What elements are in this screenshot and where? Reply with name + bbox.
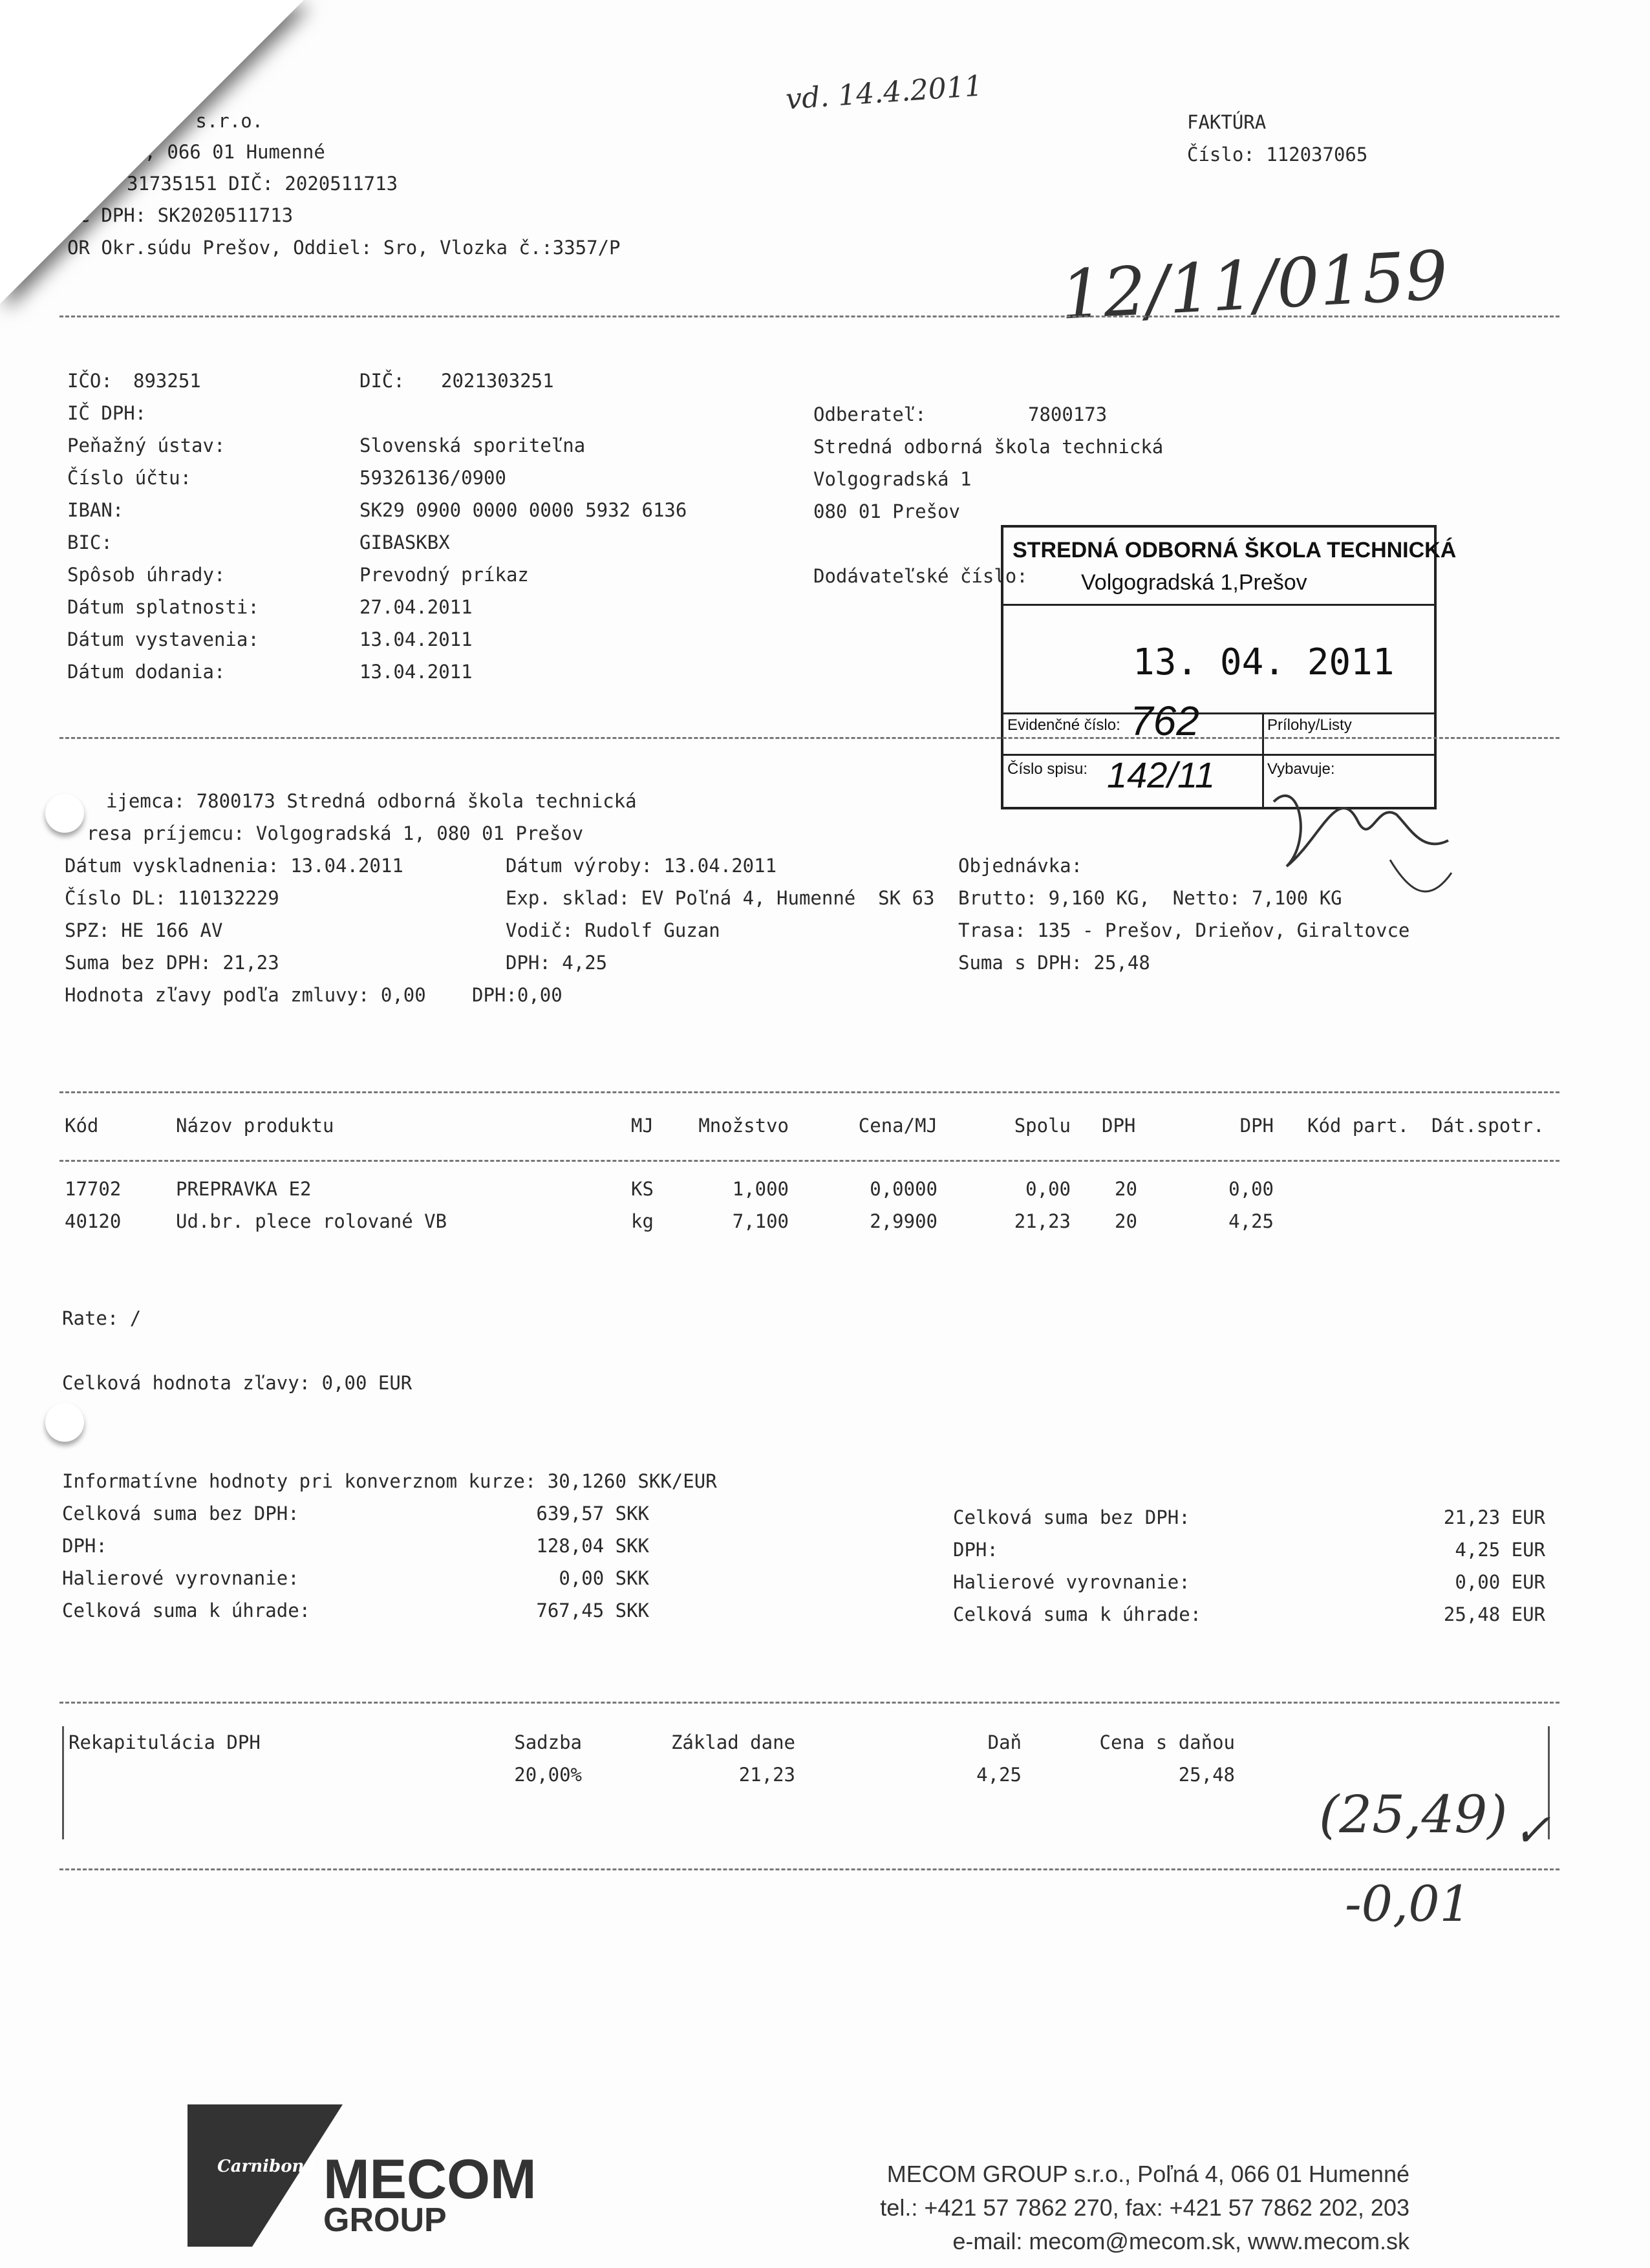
vehicle-plate: SPZ: HE 166 AV bbox=[65, 919, 223, 941]
eur-rounding-label: Halierové vyrovnanie: bbox=[953, 1571, 1190, 1593]
delivery-sum-no-vat: Suma bez DPH: 21,23 bbox=[65, 952, 279, 974]
separator bbox=[59, 1702, 1559, 1704]
recap-header-gross: Cena s daňou bbox=[1099, 1731, 1235, 1753]
col-header-vat-rate: DPH bbox=[1102, 1115, 1136, 1137]
customer-city: 080 01 Prešov bbox=[813, 500, 960, 522]
discount-vat: DPH:0,00 bbox=[472, 984, 562, 1006]
footer-email: e-mail: mecom@mecom.sk, www.mecom.sk bbox=[952, 2228, 1409, 2254]
separator bbox=[59, 316, 1559, 317]
row-vat: 4,25 bbox=[1228, 1210, 1274, 1232]
eur-net-value: 21,23 EUR bbox=[1443, 1506, 1545, 1528]
iban-value: SK29 0900 0000 0000 5932 6136 bbox=[359, 499, 687, 521]
recap-header-rate: Sadzba bbox=[514, 1731, 582, 1753]
row-unit-price: 2,9900 bbox=[870, 1210, 938, 1232]
customer-label: Odberateľ: bbox=[813, 403, 927, 425]
rate-line: Rate: / bbox=[62, 1307, 142, 1329]
warehouse: Exp. sklad: EV Poľná 4, Humenné SK 63 bbox=[506, 887, 935, 909]
recap-header-tax: Daň bbox=[987, 1731, 1022, 1753]
skk-total-value: 767,45 SKK bbox=[536, 1599, 649, 1621]
skk-rounding-value: 0,00 SKK bbox=[559, 1567, 649, 1589]
ico-value: 893251 bbox=[133, 370, 201, 392]
row-code: 17702 bbox=[65, 1178, 122, 1200]
supplier-icdph: IČ DPH: SK2020511713 bbox=[67, 204, 294, 226]
stamp-handler-label: Vybavuje: bbox=[1267, 760, 1335, 778]
col-header-unit-price: Cena/MJ bbox=[858, 1115, 938, 1137]
stamp-divider bbox=[1003, 754, 1434, 756]
dic-label: DIČ: bbox=[359, 370, 405, 392]
recap-border bbox=[62, 1726, 64, 1839]
stamp-evidence-label: Evidenčné číslo: bbox=[1007, 716, 1120, 734]
row-unit: kg bbox=[631, 1210, 654, 1232]
row-total: 0,00 bbox=[1025, 1178, 1071, 1200]
logo-carnibona: Carnibona bbox=[217, 2157, 316, 2176]
stamp-file-label: Číslo spisu: bbox=[1007, 760, 1088, 778]
invoice-number: Číslo: 112037065 bbox=[1187, 144, 1368, 166]
order: Objednávka: bbox=[958, 855, 1083, 877]
stamp-evidence-value: 762 bbox=[1130, 698, 1199, 744]
delivery-date-label: Dátum dodania: bbox=[67, 661, 226, 683]
handwritten-registry-number: 12/11/0159 bbox=[1058, 235, 1450, 335]
contract-discount: Hodnota zľavy podľa zmluvy: 0,00 bbox=[65, 984, 426, 1006]
handwritten-check-mark: ✓ bbox=[1513, 1804, 1551, 1857]
handwritten-difference: -0,01 bbox=[1345, 1875, 1471, 1932]
conversion-title: Informatívne hodnoty pri konverznom kurze: 30,1260 SKK/EUR bbox=[62, 1470, 717, 1492]
col-header-vat: DPH bbox=[1239, 1115, 1274, 1137]
eur-vat-value: 4,25 EUR bbox=[1455, 1539, 1545, 1561]
stamp-divider bbox=[1003, 712, 1434, 714]
logo-mecom: MECOM bbox=[323, 2148, 537, 2210]
icdph-label: IČ DPH: bbox=[67, 402, 147, 424]
stamp-title: STREDNÁ ODBORNÁ ŠKOLA TECHNICKÁ bbox=[1012, 538, 1457, 562]
separator bbox=[59, 1091, 1559, 1093]
row-product: Ud.br. plece rolované VB bbox=[176, 1210, 447, 1232]
skk-total-label: Celková suma k úhrade: bbox=[62, 1599, 311, 1621]
supplier-register: OR Okr.súdu Prešov, Oddiel: Sro, Vlozka č.:3357/P bbox=[67, 237, 621, 259]
storage-date: Dátum vyskladnenia: 13.04.2011 bbox=[65, 855, 403, 877]
handwritten-sum-check: (25,49) bbox=[1319, 1784, 1508, 1845]
production-date: Dátum výroby: 13.04.2011 bbox=[506, 855, 777, 877]
row-unit-price: 0,0000 bbox=[870, 1178, 938, 1200]
driver: Vodič: Rudolf Guzan bbox=[506, 919, 720, 941]
col-header-batch: Kód part. bbox=[1307, 1115, 1409, 1137]
supplier-ico-dic: 31735151 DIČ: 2020511713 bbox=[127, 173, 398, 195]
row-vat-rate: 20 bbox=[1115, 1210, 1137, 1232]
customer-name: Stredná odborná škola technická bbox=[813, 436, 1164, 458]
footer-phone: tel.: +421 57 7862 270, fax: +421 57 7862 202, 203 bbox=[880, 2194, 1409, 2221]
col-header-unit: MJ bbox=[631, 1115, 654, 1137]
bank-label: Peňažný ústav: bbox=[67, 434, 226, 456]
delivery-date-value: 13.04.2011 bbox=[359, 661, 473, 683]
customer-code: 7800173 bbox=[1028, 403, 1108, 425]
bic-value: GIBASKBX bbox=[359, 531, 450, 553]
dic-value: 2021303251 bbox=[441, 370, 554, 392]
stamp-divider bbox=[1003, 604, 1434, 606]
stamp-attachments-label: Prílohy/Listy bbox=[1267, 716, 1352, 734]
ico-label: IČO: bbox=[67, 370, 112, 392]
separator bbox=[59, 737, 1559, 739]
payment-method-label: Spôsob úhrady: bbox=[67, 564, 226, 586]
folded-corner bbox=[0, 0, 304, 304]
eur-total-label: Celková suma k úhrade: bbox=[953, 1603, 1202, 1625]
account-value: 59326136/0900 bbox=[359, 467, 506, 489]
logo-group: GROUP bbox=[323, 2201, 447, 2239]
row-product: PREPRAVKA E2 bbox=[176, 1178, 312, 1200]
discount-total: Celková hodnota zľavy: 0,00 EUR bbox=[62, 1372, 412, 1394]
recap-rate: 20,00% bbox=[514, 1764, 582, 1786]
weight: Brutto: 9,160 KG, Netto: 7,100 KG bbox=[958, 887, 1342, 909]
stamp-file-value: 142/11 bbox=[1107, 754, 1216, 795]
eur-rounding-value: 0,00 EUR bbox=[1455, 1571, 1545, 1593]
footer-address: MECOM GROUP s.r.o., Poľná 4, 066 01 Humenné bbox=[886, 2161, 1409, 2187]
handwritten-date: vd. 14.4.2011 bbox=[784, 69, 984, 116]
skk-net-value: 639,57 SKK bbox=[536, 1503, 649, 1524]
recap-tax: 4,25 bbox=[976, 1764, 1022, 1786]
skk-net-label: Celková suma bez DPH: bbox=[62, 1503, 299, 1524]
bic-label: BIC: bbox=[67, 531, 112, 553]
separator bbox=[59, 1160, 1559, 1162]
col-header-total: Spolu bbox=[1014, 1115, 1071, 1137]
row-total: 21,23 bbox=[1014, 1210, 1071, 1232]
skk-vat-label: DPH: bbox=[62, 1535, 107, 1557]
payment-method-value: Prevodný príkaz bbox=[359, 564, 529, 586]
supplier-number-label: Dodávateľské číslo: bbox=[813, 565, 1028, 587]
punch-hole bbox=[45, 794, 84, 833]
recipient: ijemca: 7800173 Stredná odborná škola technická bbox=[106, 790, 637, 812]
recap-title: Rekapitulácia DPH bbox=[69, 1731, 261, 1753]
supplier-name: DP s.r.o. bbox=[162, 110, 264, 132]
eur-vat-label: DPH: bbox=[953, 1539, 998, 1561]
col-header-product: Názov produktu bbox=[176, 1115, 334, 1137]
col-header-expiry: Dát.spotr. bbox=[1431, 1115, 1545, 1137]
punch-hole bbox=[45, 1403, 84, 1442]
row-unit: KS bbox=[631, 1178, 654, 1200]
stamp-address: Volgogradská 1,Prešov bbox=[1081, 570, 1307, 595]
delivery-sum-with-vat: Suma s DPH: 25,48 bbox=[958, 952, 1150, 974]
eur-net-label: Celková suma bez DPH: bbox=[953, 1506, 1190, 1528]
supplier-address: 4, 066 01 Humenné bbox=[133, 141, 325, 163]
bank-value: Slovenská sporiteľna bbox=[359, 434, 586, 456]
col-header-code: Kód bbox=[65, 1115, 99, 1137]
skk-vat-value: 128,04 SKK bbox=[536, 1535, 649, 1557]
stamp-date: 13. 04. 2011 bbox=[1133, 641, 1395, 683]
eur-total-value: 25,48 EUR bbox=[1443, 1603, 1545, 1625]
delivery-vat: DPH: 4,25 bbox=[506, 952, 608, 974]
row-quantity: 1,000 bbox=[732, 1178, 789, 1200]
due-date-label: Dátum splatnosti: bbox=[67, 596, 259, 618]
row-vat-rate: 20 bbox=[1115, 1178, 1137, 1200]
separator bbox=[59, 1868, 1559, 1870]
row-vat: 0,00 bbox=[1228, 1178, 1274, 1200]
iban-label: IBAN: bbox=[67, 499, 124, 521]
due-date-value: 27.04.2011 bbox=[359, 596, 473, 618]
recipient-address: resa príjemcu: Volgogradská 1, 080 01 Prešov bbox=[87, 822, 584, 844]
row-code: 40120 bbox=[65, 1210, 122, 1232]
skk-rounding-label: Halierové vyrovnanie: bbox=[62, 1567, 299, 1589]
recap-base: 21,23 bbox=[738, 1764, 795, 1786]
col-header-quantity: Množstvo bbox=[698, 1115, 789, 1137]
row-quantity: 7,100 bbox=[732, 1210, 789, 1232]
account-label: Číslo účtu: bbox=[67, 467, 192, 489]
customer-street: Volgogradská 1 bbox=[813, 468, 972, 490]
invoice-title: FAKTÚRA bbox=[1187, 111, 1267, 133]
recap-gross: 25,48 bbox=[1178, 1764, 1235, 1786]
delivery-note-number: Číslo DL: 110132229 bbox=[65, 887, 279, 909]
route: Trasa: 135 - Prešov, Drieňov, Giraltovce bbox=[958, 919, 1410, 941]
issue-date-value: 13.04.2011 bbox=[359, 628, 473, 650]
recap-header-base: Základ dane bbox=[670, 1731, 795, 1753]
issue-date-label: Dátum vystavenia: bbox=[67, 628, 259, 650]
